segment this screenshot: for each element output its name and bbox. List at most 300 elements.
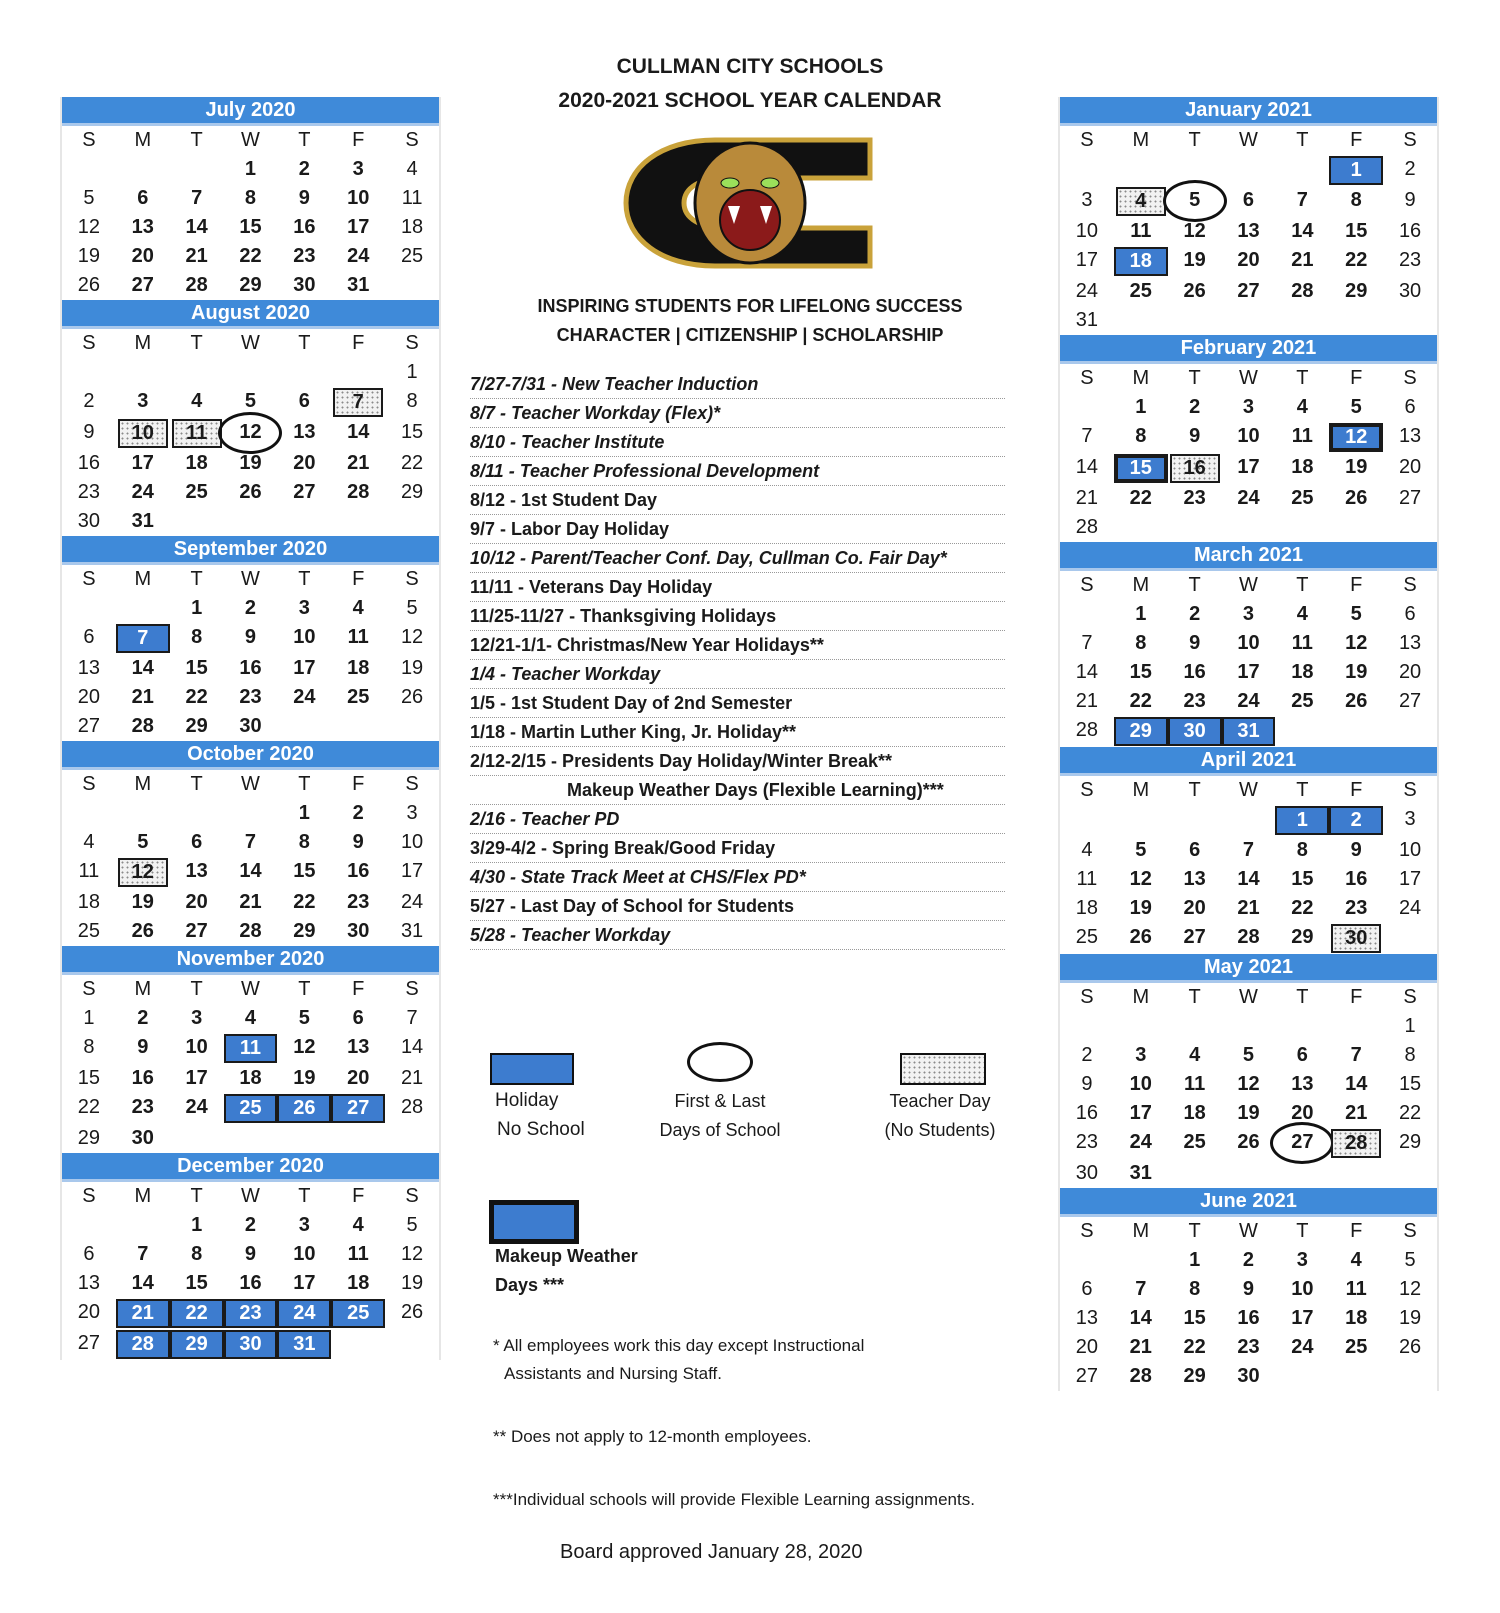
weekday-label: W: [1239, 986, 1258, 1008]
day-cell: 13: [1398, 632, 1422, 654]
day-cell: 1: [244, 158, 257, 180]
day-cell: 6: [1404, 603, 1416, 625]
event-item: 10/12 - Parent/Teacher Conf. Day, Cullman Co. Fair Day*: [470, 544, 1005, 573]
weekday-label: M: [134, 773, 152, 795]
day-cell-holiday: 31: [1222, 717, 1276, 746]
day-cell: 12: [1345, 632, 1368, 654]
day-cell: 15: [1129, 661, 1152, 683]
day-cell: 5: [1404, 1249, 1416, 1271]
day-cell: 12: [1183, 220, 1206, 242]
weekday-label: S: [82, 129, 96, 151]
day-cell: 4: [191, 390, 203, 412]
empty-cell: [1060, 1246, 1114, 1275]
day-cell: 25: [185, 481, 208, 503]
day-cell-holiday: 28: [116, 1330, 170, 1359]
day-cell: 12: [1237, 1073, 1260, 1095]
day-cell: 30: [1237, 1365, 1260, 1387]
weekday-label: S: [1080, 986, 1094, 1008]
month-title: May 2021: [1060, 954, 1437, 983]
weekday-label: S: [82, 332, 96, 354]
day-cell: 9: [1242, 1278, 1255, 1300]
day-cell: 10: [347, 187, 370, 209]
day-cell: 29: [185, 715, 208, 737]
day-cell-teacher: 4: [1116, 187, 1166, 216]
day-cell: 20: [131, 245, 154, 267]
day-cell: 25: [1291, 690, 1314, 712]
day-cell: 1: [406, 361, 418, 383]
day-cell: 23: [1075, 1131, 1099, 1153]
month-title: November 2020: [62, 946, 439, 975]
weekday-label: T: [190, 1185, 203, 1207]
day-cell: 17: [293, 657, 316, 679]
day-cell: 8: [191, 1243, 203, 1265]
day-cell: 23: [1183, 690, 1206, 712]
event-item: 5/27 - Last Day of School for Students: [470, 892, 1005, 921]
legend-circle-swatch: [687, 1042, 753, 1082]
empty-cell: [1114, 1246, 1168, 1275]
day-cell: 24: [131, 481, 154, 503]
day-cell: 9: [244, 1243, 257, 1265]
day-cell: 28: [1237, 926, 1260, 948]
weekday-label: T: [1188, 129, 1201, 151]
day-cell: 27: [1398, 487, 1422, 509]
empty-cell: [62, 358, 116, 387]
weekday-label: T: [298, 568, 311, 590]
day-cell: 2: [298, 158, 310, 180]
day-cell: 8: [406, 390, 418, 412]
event-item: 1/4 - Teacher Workday: [470, 660, 1005, 689]
weekday-label: T: [1188, 367, 1201, 389]
day-cell-teacher: 30: [1331, 924, 1381, 953]
day-cell-circle: 12: [224, 418, 278, 447]
day-cell: 16: [1075, 1102, 1099, 1124]
day-cell: 6: [1296, 1044, 1308, 1066]
day-cell: 16: [131, 1067, 154, 1089]
day-cell: 15: [1398, 1073, 1422, 1095]
day-cell: 28: [1291, 280, 1314, 302]
weekday-label: T: [1296, 1220, 1309, 1242]
day-cell: 1: [1135, 603, 1147, 625]
weekday-label: T: [1296, 986, 1309, 1008]
day-cell: 13: [77, 1272, 101, 1294]
day-cell: 9: [1081, 1073, 1093, 1095]
day-cell: 17: [1398, 868, 1422, 890]
weekday-label: F: [352, 568, 365, 590]
day-cell: 7: [1081, 632, 1093, 654]
day-cell: 30: [131, 1127, 154, 1149]
motto-line-2: CHARACTER | CITIZENSHIP | SCHOLARSHIP: [556, 325, 944, 345]
day-cell: 28: [1075, 719, 1099, 741]
day-cell: 2: [1081, 1044, 1093, 1066]
events-list: [470, 370, 1005, 950]
legend-holiday-swatch: [490, 1053, 574, 1085]
day-cell-holiday: 21: [116, 1299, 170, 1328]
day-cell: 27: [1237, 280, 1260, 302]
weekday-label: T: [1188, 574, 1201, 596]
day-cell: 7: [1081, 425, 1093, 447]
day-cell-holiday: 30: [1168, 717, 1222, 746]
day-cell: 20: [1291, 1102, 1314, 1124]
empty-cell: [1060, 393, 1114, 422]
weekday-label: F: [352, 332, 365, 354]
day-cell: 16: [239, 1272, 262, 1294]
day-cell: 16: [1183, 661, 1206, 683]
weekday-label: W: [1239, 1220, 1258, 1242]
day-cell-holiday: 18: [1114, 247, 1168, 276]
weekday-label: S: [405, 568, 419, 590]
day-cell-holiday: 25: [331, 1299, 385, 1328]
day-cell: 19: [1345, 661, 1368, 683]
weekday-label: M: [134, 332, 152, 354]
day-cell-holiday: 29: [170, 1330, 224, 1359]
day-grid: [62, 329, 439, 536]
right-calendar-column: [1058, 97, 1439, 1391]
day-cell: 7: [191, 187, 203, 209]
day-cell: 3: [352, 158, 364, 180]
legend-firstlast-label-2: Days of School: [659, 1120, 781, 1140]
weekday-label: M: [134, 978, 152, 1000]
weekday-label: W: [241, 1185, 260, 1207]
event-item: 4/30 - State Track Meet at CHS/Flex PD*: [470, 863, 1005, 892]
weekday-label: F: [352, 129, 365, 151]
day-cell: 11: [1291, 425, 1313, 447]
weekday-label: T: [190, 568, 203, 590]
day-cell: 17: [1075, 249, 1099, 271]
day-cell: 20: [1398, 661, 1422, 683]
day-cell: 7: [406, 1007, 418, 1029]
day-cell: 26: [1345, 487, 1368, 509]
day-cell-makeup: 15: [1114, 454, 1168, 483]
day-cell: 4: [1189, 1044, 1201, 1066]
empty-cell: [224, 799, 278, 828]
day-cell: 22: [185, 686, 208, 708]
day-cell: 26: [1398, 1336, 1422, 1358]
empty-cell: [116, 594, 170, 623]
weekday-label: T: [190, 332, 203, 354]
day-cell: 18: [347, 657, 370, 679]
legend-makeup-label-1: Makeup Weather: [495, 1246, 638, 1266]
weekday-label: S: [82, 568, 96, 590]
day-cell: 21: [1129, 1336, 1152, 1358]
weekday-label: M: [134, 568, 152, 590]
day-cell: 14: [1075, 456, 1099, 478]
day-cell: 12: [293, 1036, 316, 1058]
day-cell: 11: [347, 1243, 369, 1265]
weekday-label: S: [405, 1185, 419, 1207]
day-cell: 14: [1291, 220, 1314, 242]
day-cell: 8: [298, 831, 310, 853]
event-item: 2/12-2/15 - Presidents Day Holiday/Winter Break**: [470, 747, 1005, 776]
day-cell: 21: [400, 1067, 424, 1089]
day-cell: 17: [131, 452, 154, 474]
day-cell: 18: [1075, 897, 1099, 919]
day-cell: 20: [1237, 249, 1260, 271]
day-grid: [62, 1182, 439, 1360]
day-cell: 22: [1129, 690, 1152, 712]
weekday-label: M: [1132, 129, 1150, 151]
weekday-label: M: [1132, 986, 1150, 1008]
month-march-2021: [1058, 542, 1439, 747]
district-name: CULLMAN CITY SCHOOLS: [616, 55, 884, 78]
month-title: February 2021: [1060, 335, 1437, 364]
day-cell: 22: [1345, 249, 1368, 271]
day-cell: 15: [1291, 868, 1314, 890]
weekday-label: T: [1188, 986, 1201, 1008]
day-cell: 19: [293, 1067, 316, 1089]
weekday-label: T: [298, 129, 311, 151]
day-cell: 11: [1345, 1278, 1367, 1300]
day-cell: 21: [185, 245, 208, 267]
day-grid: [62, 975, 439, 1153]
day-cell: 29: [239, 274, 262, 296]
weekday-label: W: [241, 978, 260, 1000]
day-cell: 30: [77, 510, 101, 532]
day-cell: 25: [77, 920, 101, 942]
day-cell: 24: [185, 1096, 208, 1118]
weekday-label: T: [1188, 779, 1201, 801]
month-title: April 2021: [1060, 747, 1437, 776]
day-cell: 26: [1237, 1131, 1260, 1153]
day-cell: 17: [185, 1067, 208, 1089]
day-cell: 26: [400, 686, 424, 708]
day-cell: 30: [239, 715, 262, 737]
day-cell: 31: [131, 510, 154, 532]
day-cell: 19: [400, 1272, 424, 1294]
day-cell: 22: [293, 891, 316, 913]
weekday-label: S: [82, 978, 96, 1000]
empty-cell: [1275, 155, 1329, 184]
day-cell: 27: [293, 481, 316, 503]
day-cell: 15: [239, 216, 262, 238]
day-cell: 31: [347, 274, 370, 296]
weekday-label: F: [1350, 129, 1363, 151]
day-grid: [62, 126, 439, 300]
empty-cell: [1329, 1012, 1383, 1041]
day-cell: 11: [78, 860, 100, 882]
empty-cell: [170, 358, 224, 387]
day-cell: 23: [77, 481, 101, 503]
empty-cell: [1060, 1012, 1114, 1041]
day-cell: 26: [131, 920, 154, 942]
day-cell: 21: [1291, 249, 1314, 271]
day-cell: 20: [77, 686, 101, 708]
month-april-2021: [1058, 747, 1439, 954]
day-cell: 11: [1291, 632, 1313, 654]
day-cell: 13: [185, 860, 208, 882]
day-cell: 16: [1398, 220, 1422, 242]
empty-cell: [277, 358, 331, 387]
day-cell-holiday: 7: [116, 624, 170, 653]
day-cell: 15: [185, 1272, 208, 1294]
day-cell: 21: [131, 686, 154, 708]
day-cell: 29: [293, 920, 316, 942]
day-cell: 31: [1129, 1162, 1152, 1184]
empty-cell: [116, 1211, 170, 1240]
calendar-title: 2020-2021 SCHOOL YEAR CALENDAR: [558, 89, 942, 112]
weekday-label: S: [1403, 129, 1417, 151]
day-cell: 15: [1183, 1307, 1206, 1329]
day-cell: 8: [1189, 1278, 1201, 1300]
day-cell: 3: [1296, 1249, 1308, 1271]
day-cell: 28: [347, 481, 370, 503]
day-cell: 21: [1345, 1102, 1368, 1124]
day-cell: 8: [1135, 425, 1147, 447]
day-cell: 13: [1075, 1307, 1099, 1329]
empty-cell: [1168, 1012, 1222, 1041]
day-cell-holiday: 22: [170, 1299, 224, 1328]
day-cell: 10: [400, 831, 424, 853]
weekday-label: S: [82, 773, 96, 795]
day-grid: [1060, 126, 1437, 335]
legend-teacher-label-1: Teacher Day: [889, 1091, 991, 1111]
month-title: June 2021: [1060, 1188, 1437, 1217]
day-cell: 2: [83, 390, 95, 412]
day-cell: 7: [1135, 1278, 1147, 1300]
empty-cell: [116, 358, 170, 387]
empty-cell: [1222, 155, 1276, 184]
day-grid: [1060, 776, 1437, 954]
day-cell: 13: [77, 657, 101, 679]
day-cell: 15: [1345, 220, 1368, 242]
weekday-label: T: [1296, 367, 1309, 389]
day-cell: 16: [1345, 868, 1368, 890]
day-cell-holiday: 1: [1329, 156, 1383, 185]
day-cell: 29: [77, 1127, 101, 1149]
event-item: 1/18 - Martin Luther King, Jr. Holiday**: [470, 718, 1005, 747]
weekday-label: W: [1239, 574, 1258, 596]
weekday-label: F: [1350, 1220, 1363, 1242]
left-calendar-column: [60, 97, 441, 1360]
day-cell: 5: [298, 1007, 310, 1029]
day-cell: 24: [1291, 1336, 1314, 1358]
day-cell: 14: [1075, 661, 1099, 683]
empty-cell: [1114, 805, 1168, 834]
legend-teacher-swatch: [900, 1053, 986, 1085]
day-cell: 19: [77, 245, 101, 267]
day-cell: 9: [298, 187, 310, 209]
month-january-2021: [1058, 97, 1439, 335]
weekday-label: W: [241, 568, 260, 590]
cougar-logo: [620, 128, 880, 278]
empty-cell: [1275, 1012, 1329, 1041]
weekday-label: S: [1080, 574, 1094, 596]
day-cell: 17: [1129, 1102, 1152, 1124]
weekday-label: T: [298, 773, 311, 795]
empty-cell: [1114, 155, 1168, 184]
day-cell: 20: [293, 452, 316, 474]
weekday-label: S: [1403, 367, 1417, 389]
day-cell-holiday: 24: [277, 1299, 331, 1328]
weekday-label: T: [298, 332, 311, 354]
day-cell: 18: [77, 891, 101, 913]
day-cell: 4: [1081, 839, 1093, 861]
weekday-label: F: [352, 1185, 365, 1207]
weekday-label: S: [1403, 779, 1417, 801]
day-cell: 5: [406, 597, 418, 619]
empty-cell: [1222, 1012, 1276, 1041]
day-cell-circle: 27: [1275, 1128, 1329, 1157]
weekday-label: F: [1350, 367, 1363, 389]
board-approval-note: Board approved January 28, 2020: [560, 1541, 863, 1563]
day-cell: 27: [1398, 690, 1422, 712]
day-grid: [1060, 1217, 1437, 1391]
month-title: January 2021: [1060, 97, 1437, 126]
day-cell: 2: [137, 1007, 149, 1029]
empty-cell: [1060, 805, 1114, 834]
day-cell: 27: [77, 1332, 101, 1354]
legend-firstlast-label-1: First & Last: [674, 1091, 766, 1111]
day-cell: 10: [1237, 632, 1260, 654]
day-cell: 4: [1296, 603, 1308, 625]
day-cell: 28: [239, 920, 262, 942]
day-cell: 17: [293, 1272, 316, 1294]
day-cell: 7: [1296, 189, 1308, 211]
month-february-2021: [1058, 335, 1439, 542]
day-grid: [62, 565, 439, 741]
day-cell: 26: [1129, 926, 1152, 948]
day-cell: 14: [239, 860, 262, 882]
day-cell: 19: [1183, 249, 1206, 271]
day-cell: 8: [1350, 189, 1362, 211]
event-item: 1/5 - 1st Student Day of 2nd Semester: [470, 689, 1005, 718]
day-cell: 9: [1189, 632, 1201, 654]
day-cell: 19: [1237, 1102, 1260, 1124]
day-cell: 18: [400, 216, 424, 238]
day-cell: 23: [293, 245, 316, 267]
day-cell: 11: [1076, 868, 1098, 890]
day-cell: 4: [352, 1214, 364, 1236]
event-item: 12/21-1/1- Christmas/New Year Holidays**: [470, 631, 1005, 660]
day-cell: 19: [1345, 456, 1368, 478]
day-cell: 6: [1081, 1278, 1093, 1300]
day-cell: 6: [1189, 839, 1201, 861]
month-september-2020: [60, 536, 441, 741]
day-cell: 13: [293, 421, 316, 443]
weekday-label: T: [190, 129, 203, 151]
day-cell: 21: [239, 891, 262, 913]
day-cell: 6: [1404, 396, 1416, 418]
day-cell: 20: [1398, 456, 1422, 478]
day-cell: 22: [400, 452, 424, 474]
day-cell: 10: [1129, 1073, 1152, 1095]
day-cell: 12: [1129, 868, 1152, 890]
month-title: December 2020: [62, 1153, 439, 1182]
weekday-label: T: [1296, 129, 1309, 151]
day-cell: 25: [1291, 487, 1314, 509]
day-cell: 2: [1404, 158, 1416, 180]
day-cell: 3: [137, 390, 149, 412]
day-cell: 20: [1075, 1336, 1099, 1358]
day-cell: 2: [352, 802, 364, 824]
day-cell: 28: [131, 715, 154, 737]
day-cell: 24: [1237, 487, 1260, 509]
day-cell: 1: [298, 802, 310, 824]
day-cell: 6: [352, 1007, 364, 1029]
day-cell: 4: [1350, 1249, 1362, 1271]
day-cell: 18: [1345, 1307, 1368, 1329]
empty-cell: [1060, 155, 1114, 184]
day-cell: 31: [400, 920, 424, 942]
footnote-1b: Assistants and Nursing Staff.: [504, 1364, 722, 1383]
day-cell: 4: [1296, 396, 1308, 418]
day-cell: 15: [293, 860, 316, 882]
day-cell: 30: [1398, 280, 1422, 302]
day-cell: 27: [1075, 1365, 1099, 1387]
day-cell: 26: [1183, 280, 1206, 302]
day-cell: 20: [1183, 897, 1206, 919]
day-cell-makeup: 12: [1329, 423, 1383, 452]
weekday-label: S: [82, 1185, 96, 1207]
